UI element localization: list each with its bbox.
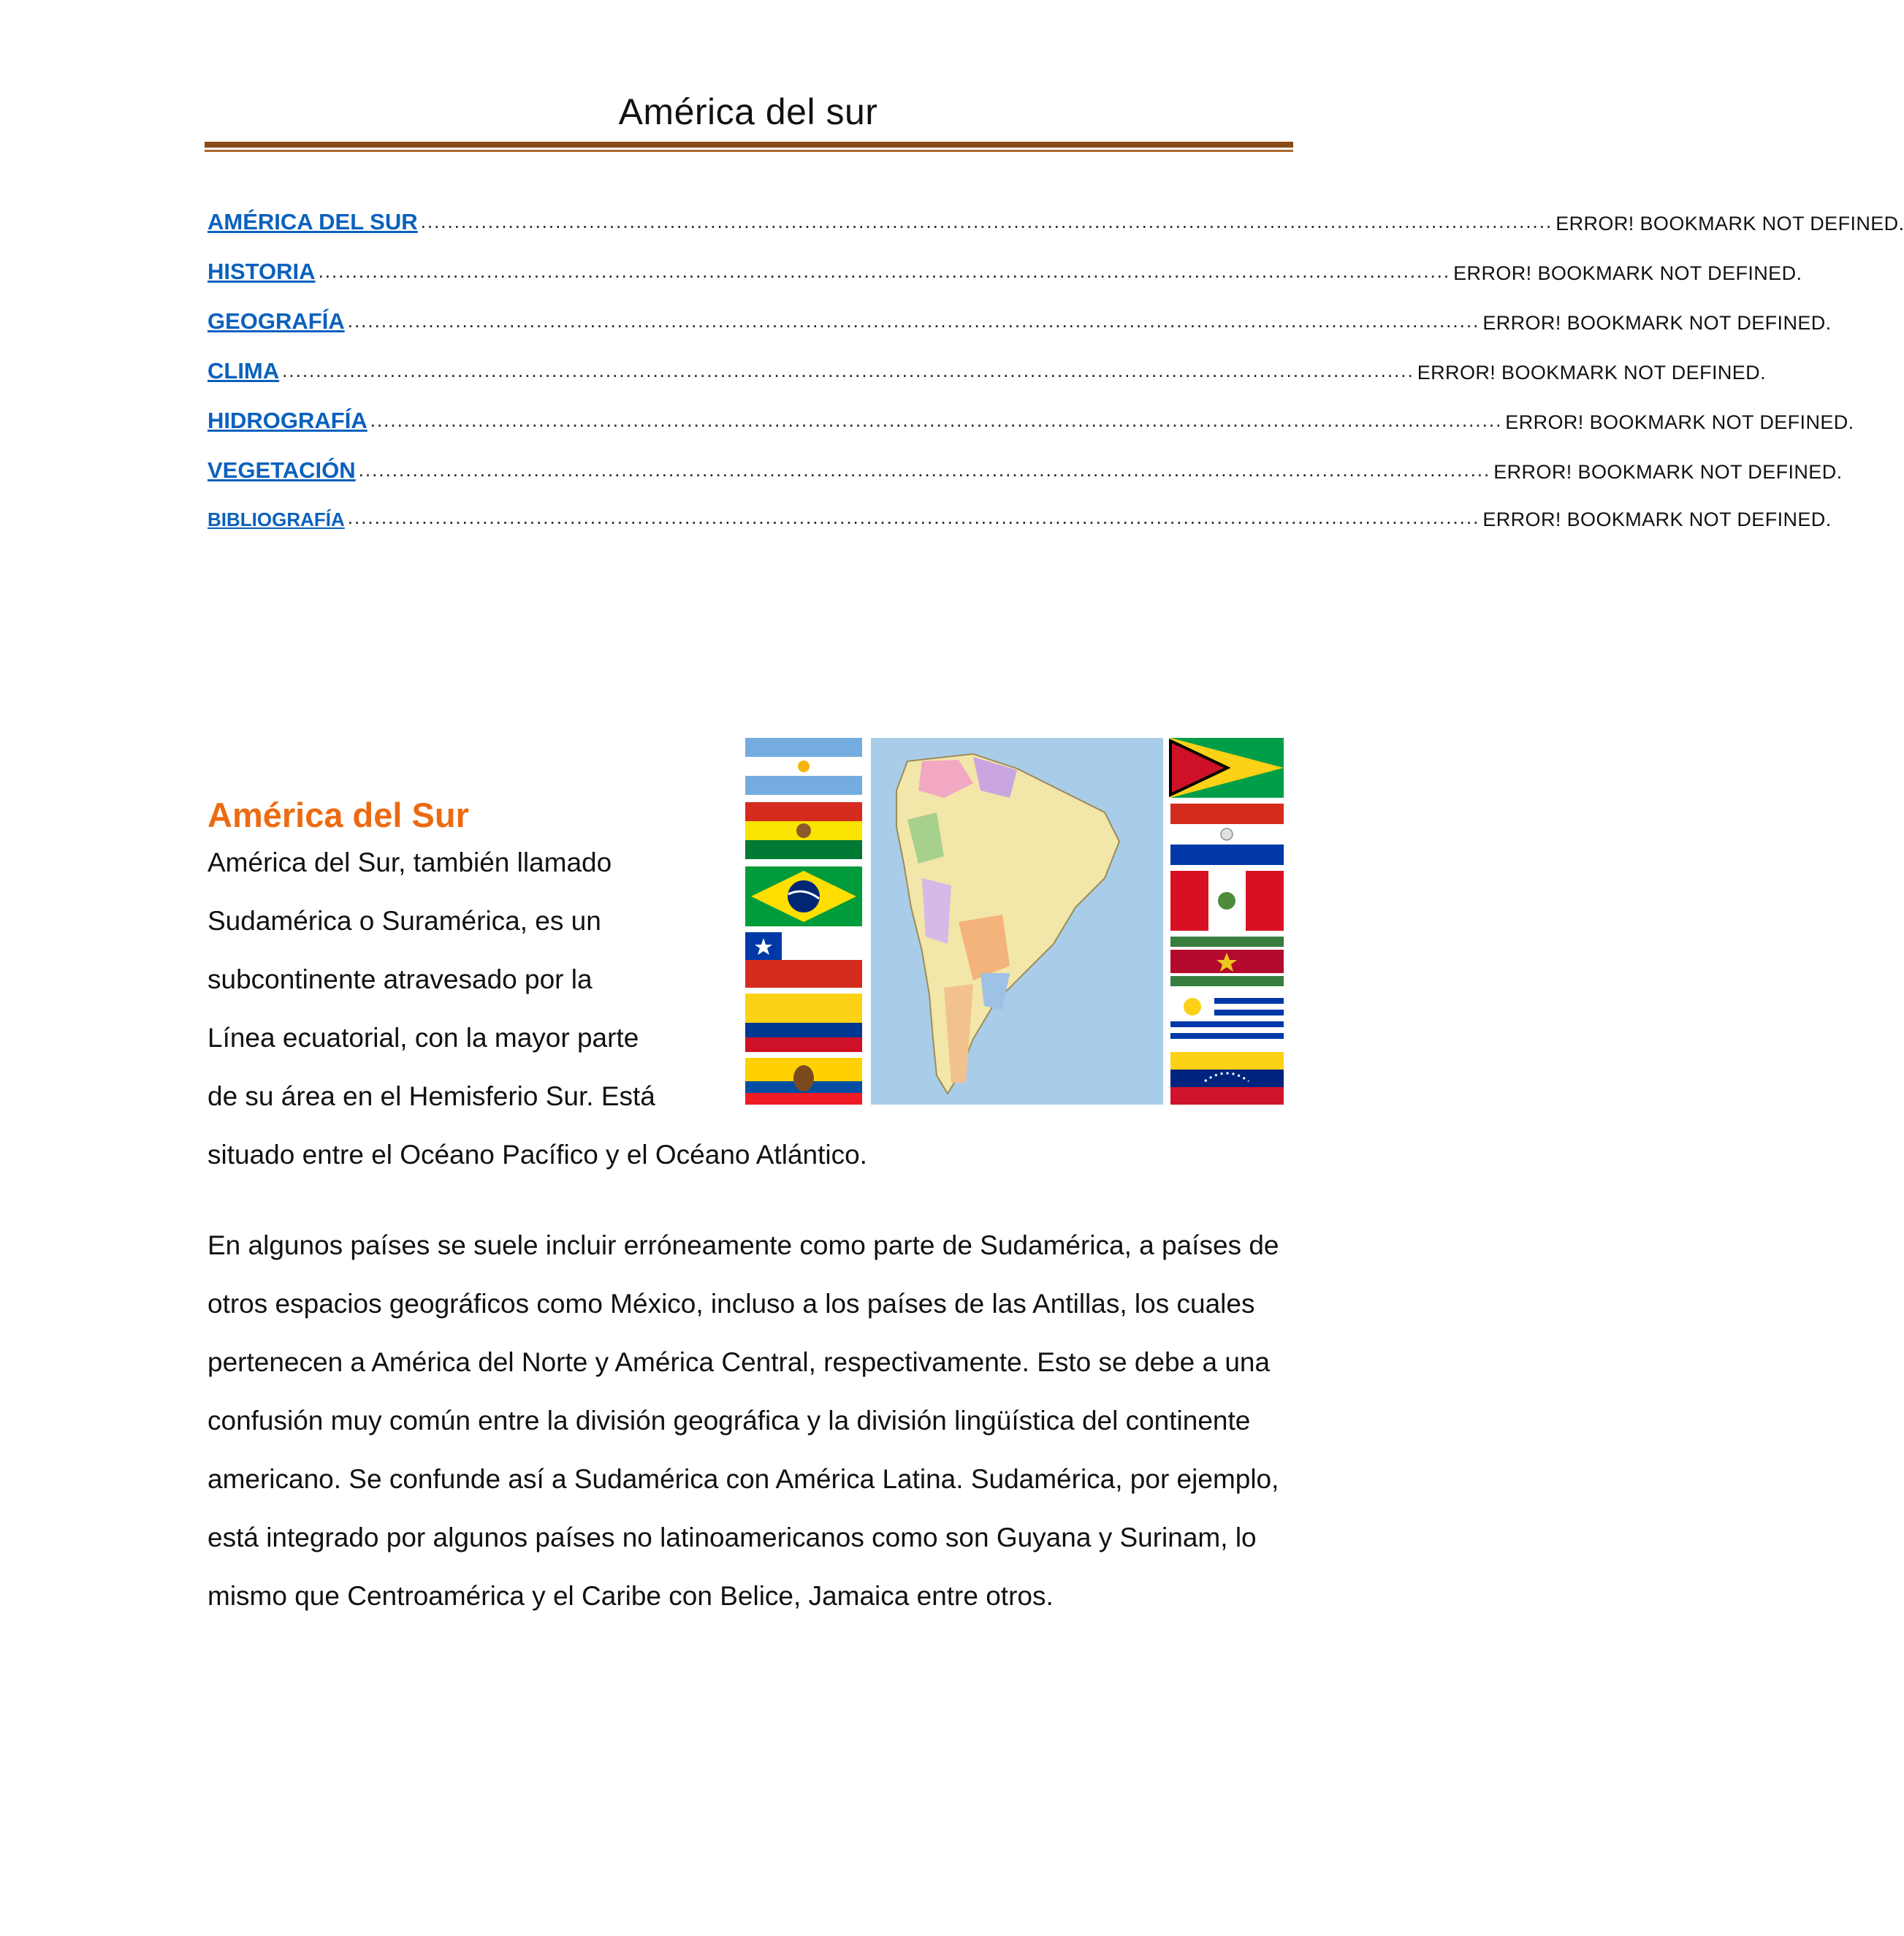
paragraph-line: América del Sur, también llamado <box>207 847 612 877</box>
flag-uruguay-icon <box>1170 992 1284 1046</box>
paragraph-line: subcontinente atravesado por la <box>207 964 593 994</box>
toc-entry[interactable] <box>207 447 1843 484</box>
toc-leader: ........................................................................................................................................................................ <box>358 459 1491 481</box>
paragraph-2: En algunos países se suele incluir erróneamente como parte de Sudamérica, a países de otros espacios geográficos como México, incluso a los países de las Antillas, los cuales pertenecen a América del Norte y América Central, respectivamente. Esto se debe a una confusión muy común entre la división geográfica y la división lingüística del continente americano. Se confunde así a Sudamérica con América Latina. Sudamérica, por ejemplo, está integrado por algunos países no latinoamericanos como son Guyana y Surinam, lo mismo que Centroamérica y el Caribe con Belice, Jamaica entre otros. <box>207 1230 1279 1611</box>
toc-leader: ........................................................................................................................................................................ <box>347 506 1480 528</box>
flag-guyana-icon <box>1170 738 1284 798</box>
paragraph-line: situado entre el Océano Pacífico y el Océano Atlántico. <box>207 1140 867 1170</box>
header-rule <box>205 142 1293 148</box>
toc-link[interactable]: HIDROGRAFÍA <box>207 408 368 433</box>
toc-page-ref: ERROR! BOOKMARK NOT DEFINED. <box>1453 262 1802 284</box>
toc-link[interactable]: CLIMA <box>207 358 280 384</box>
flag-bolivia-icon <box>745 802 862 859</box>
flag-colombia-icon <box>745 994 862 1052</box>
section-heading: América del Sur <box>207 796 469 834</box>
toc-page-ref: ERROR! BOOKMARK NOT DEFINED. <box>1482 508 1832 530</box>
toc-entry[interactable] <box>207 397 1854 434</box>
flag-suriname-icon <box>1170 937 1284 986</box>
toc-link[interactable]: BIBLIOGRAFÍA <box>207 508 345 530</box>
toc-page-ref: ERROR! BOOKMARK NOT DEFINED. <box>1482 312 1832 334</box>
toc-page-ref: ERROR! BOOKMARK NOT DEFINED. <box>1493 461 1843 483</box>
toc-page-ref: ERROR! BOOKMARK NOT DEFINED. <box>1505 411 1854 433</box>
toc-entry[interactable] <box>207 248 1802 285</box>
toc-link[interactable]: GEOGRAFÍA <box>207 308 345 334</box>
flag-chile-icon <box>745 932 862 988</box>
toc-link[interactable]: AMÉRICA DEL SUR <box>207 209 418 235</box>
toc-leader: ........................................................................................................................................................................ <box>370 409 1503 431</box>
toc-page-ref: ERROR! BOOKMARK NOT DEFINED. <box>1417 362 1766 384</box>
toc-leader: ........................................................................................................................................................................ <box>347 310 1480 332</box>
toc-leader: ........................................................................................................................................................................ <box>420 210 1553 232</box>
paragraph-line: Línea ecuatorial, con la mayor parte <box>207 1023 639 1053</box>
flag-ecuador-icon <box>745 1058 862 1105</box>
flag-peru-icon <box>1170 871 1284 931</box>
south-america-map-icon <box>871 738 1163 1105</box>
toc-link[interactable]: VEGETACIÓN <box>207 457 356 483</box>
paragraph-line: de su área en el Hemisferio Sur. Está <box>207 1081 655 1111</box>
flag-paraguay-icon <box>1170 804 1284 865</box>
south-america-flags-map-image <box>739 732 1287 1112</box>
toc-leader: ........................................................................................................................................................................ <box>318 260 1451 282</box>
toc-page-ref: ERROR! BOOKMARK NOT DEFINED. <box>1555 213 1904 235</box>
header-rule-thin <box>205 150 1293 152</box>
toc-leader: ........................................................................................................................................................................ <box>282 359 1414 381</box>
flag-venezuela-icon <box>1170 1052 1284 1105</box>
document-title: América del sur <box>618 91 878 132</box>
toc-entry[interactable] <box>207 199 1904 235</box>
flag-argentina-icon <box>745 738 862 795</box>
toc-link[interactable]: HISTORIA <box>207 259 316 284</box>
toc-entry[interactable] <box>207 348 1766 384</box>
flag-brazil-icon <box>745 866 862 926</box>
paragraph-line: Sudamérica o Suramérica, es un <box>207 906 601 936</box>
flags-and-map-illustration <box>739 732 1287 1112</box>
toc-entry[interactable] <box>207 298 1832 335</box>
toc-entry[interactable] <box>207 495 1832 531</box>
